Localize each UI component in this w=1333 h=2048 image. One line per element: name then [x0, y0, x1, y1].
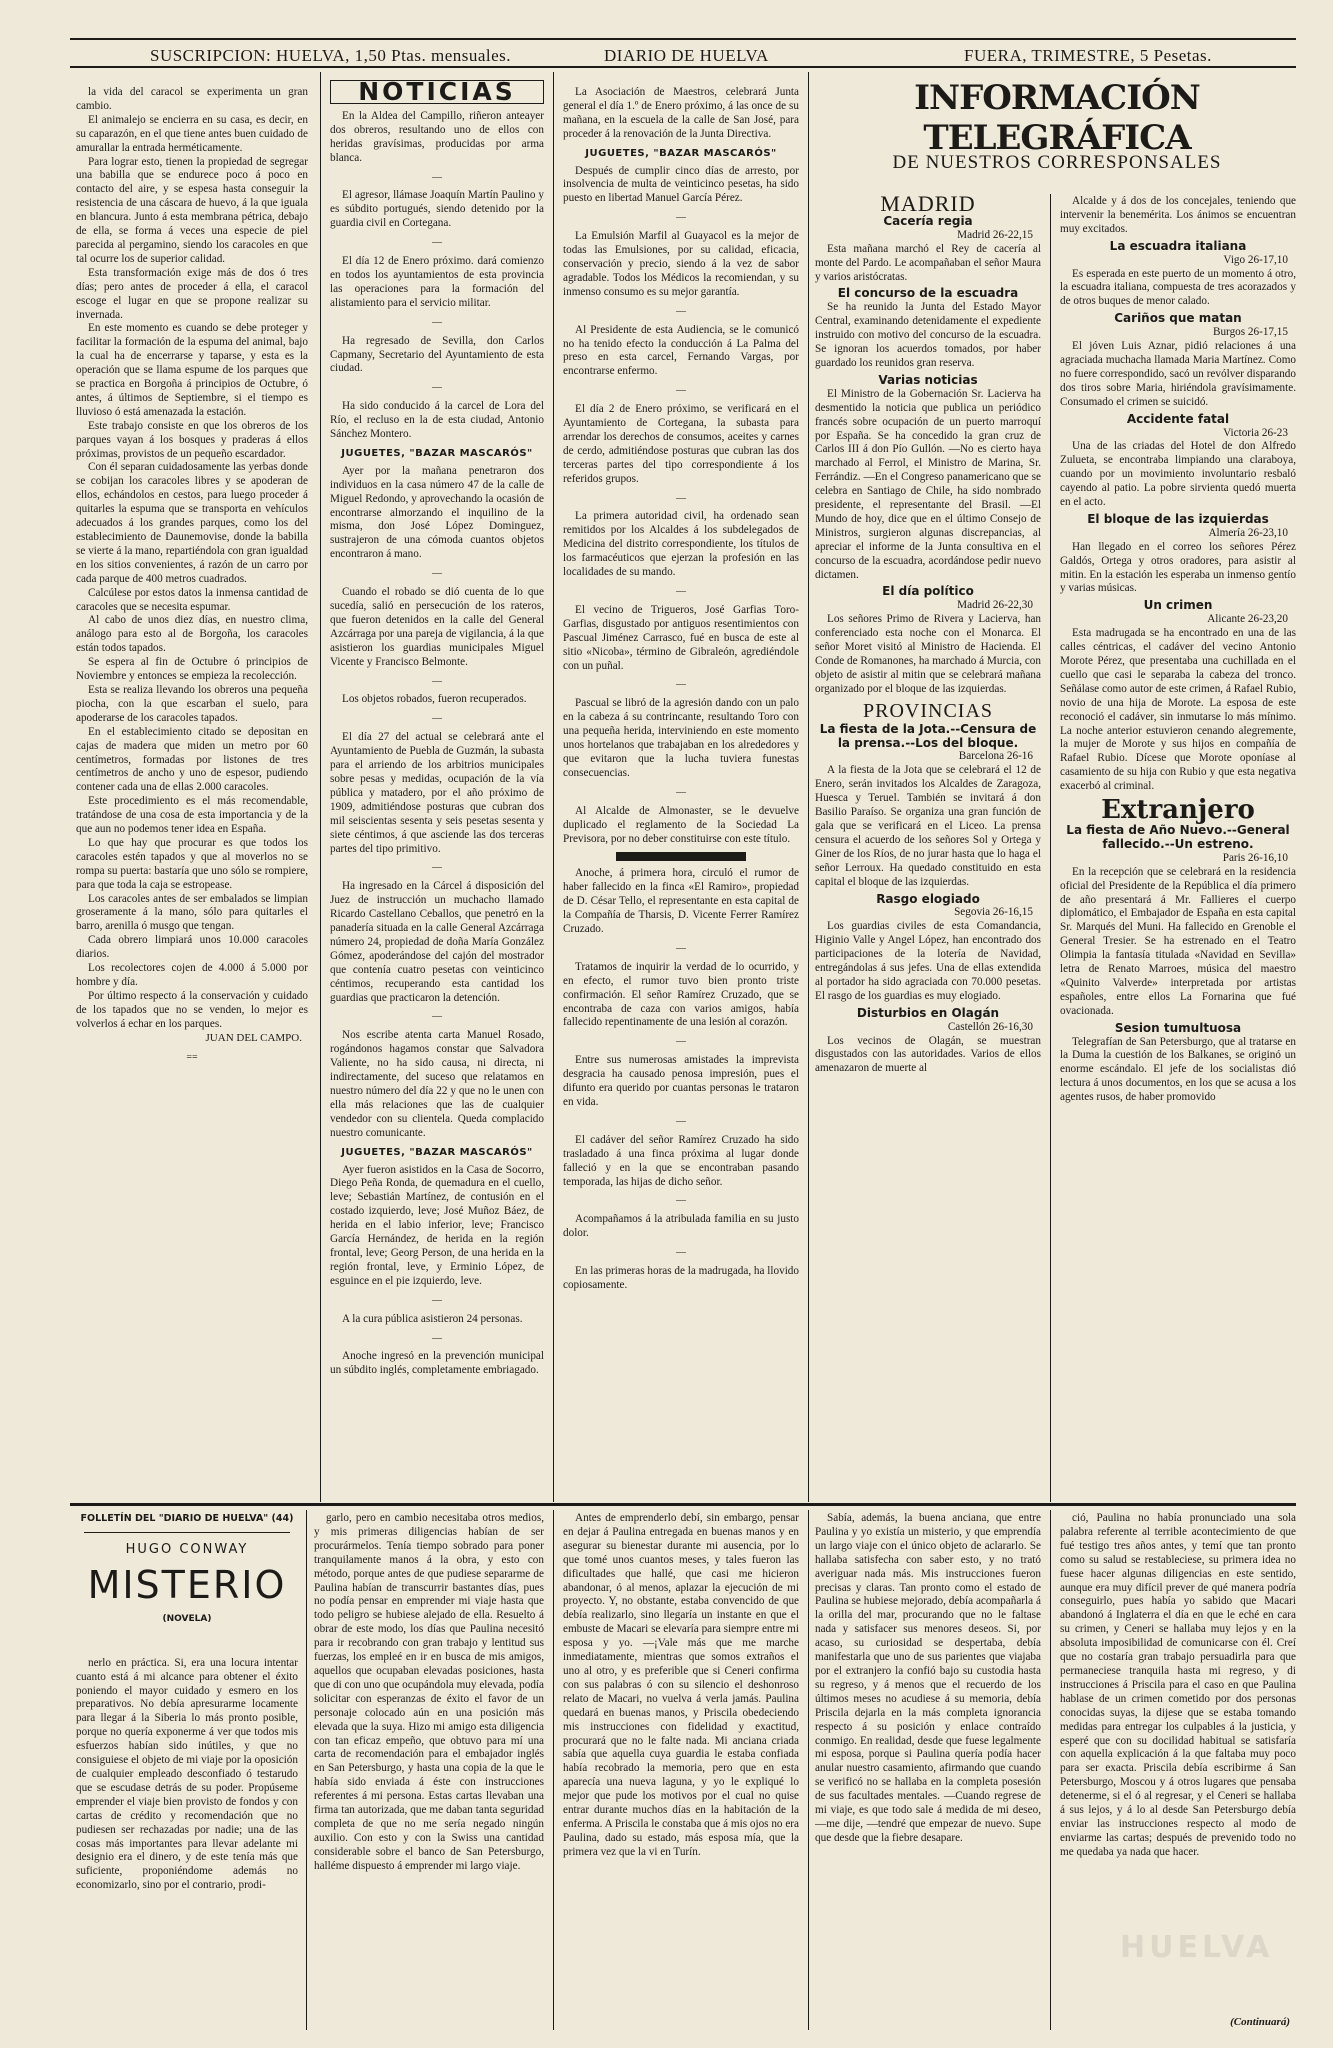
news-paragraph: Ayer por la mañana penetraron dos individuos en la casa número 47 de la calle de Miguel Redondo, y aprovechando la ocasión de encontrarse almorzando el inquilino de la misma, don José López Dominguez, sustrajeron de una cómoda cuantos objetos encontraron á mano. [330, 464, 544, 561]
news-paragraph: Lo que hay que procurar es que todos los caracoles estén tapados y que al moverlos no se rompa su puerta: bastaría que uno sólo se rompiere, para que toda la caja se estropease. [76, 836, 308, 891]
news-paragraph: El vecino de Trigueros, José Garfias Toro-Garfias, disgustado por antiguos resentimientos con Pascual Jiménez Carrasco, fué en busca de este al sitio «Nicoba», término de Gibraleón, agrediéndole con un puñal. [563, 603, 799, 672]
noticias-items-a [330, 110, 544, 442]
news-paragraph: Anoche, á primera hora, circuló el rumor de haber fallecido en la finca «El Ramiro», propiedad de D. César Tello, el representante en esta capital de la Compañía de Tharsis, D. Vicente Ferrer Ramírez Cruzado. [563, 867, 799, 936]
telegram-dateline: Vigo 26-17,10 [1223, 253, 1288, 266]
ad-kicker-bazar: JUGUETES, "BAZAR MASCARÓS" [341, 447, 533, 459]
item-separator: — [676, 305, 686, 317]
news-paragraph: Ha regresado de Sevilla, don Carlos Capmany, Secretario del Ayuntamiento de esta ciudad. [330, 334, 544, 375]
folletin-column-2 [314, 1512, 544, 2032]
telegram-headline: Sesion tumultuosa [1114, 1020, 1242, 1035]
news-paragraph: En las primeras horas de la madrugada, ha llovido copiosamente. [563, 1265, 799, 1291]
folletin-column-3 [563, 1512, 799, 2032]
telegram-body: El jóven Luis Aznar, pidió relaciones á una agraciada muchacha llamada Maria Martínez. Como no fuere correspondido, sacó un revólver disparando dos tiros sobre Maria, hiriéndola gravísimamente. Consumado el crimen se suicidó. [1060, 340, 1296, 408]
telegram-dateline: Alicante 26-23,20 [1207, 613, 1288, 626]
article-caracoles [76, 86, 308, 1032]
newspaper-name: DIARIO DE HUELVA [604, 46, 769, 65]
column-divider [1050, 194, 1051, 1502]
folletin-text: ció, Paulina no había pronunciado una sola palabra referente al terrible acontecimiento de que fué testigo tres años antes, y temí que tan pronto como su salud se restableciese, su primera idea no fuese hacer algunas diligencias en este sentido, aunque era muy difícil prever de qué manera podría conseguirlo, pues había yo sabido que Macari abandonó á Inglaterra el día en que le eché en cara su crimen, y Ceneri se hallaba muy lejos y en la absoluta imposibilidad de comunicarse con él. Creí que no costaría gran trabajo persuadirla para que permaneciese tranquila hasta mi regreso, y di instrucciones á Priscila para el caso en que Paulina hablase de un crimen cometido por dos personas conocidas suyas, la dijese que se estaba tomando medidas para entregar los culpables á la justicia, y esperé que con su docilidad habitual se satisfaría con aquella explicación á la que faltaba muy poco para ser exacta. Priscila debía escribirme á San Petersburgo, Moscou y á otros lugares que pensaba detenerme, si el ó al regresar, y el Ceneri se hallaba á sus lejos, y á lo al desde San Petersburgo debía enviar las instrucciones respecto al modo de enviarme las cartas; después de prevenido todo no me quedaba ya nada que hacer. [1060, 1512, 1296, 1858]
ad-kicker-bazar: JUGUETES, "BAZAR MASCARÓS" [585, 147, 777, 159]
black-bar [616, 852, 746, 861]
news-paragraph: La Emulsión Marfil al Guayacol es la mejor de todas las Emulsiones, por su calidad, eficacia, conservación y precio, siendo á la vez de sabor agradable. Todos los Médicos la recomiendan, y su inmenso consumo es su mejor garantía. [563, 230, 799, 298]
folletin-rule [70, 1503, 1296, 1506]
masthead-strip [74, 44, 1296, 68]
news-paragraph: El agresor, llámase Joaquín Martín Paulino y es súbdito portugués, siendo detenido por la guardia civil en Cortegana. [330, 189, 544, 230]
outside-subscription-text: FUERA, TRIMESTRE, 5 Pesetas. [964, 46, 1212, 65]
folletin-text: nerlo en práctica. Si, era una locura intentar cuanto está á mi alcance para obtener el éxito poniendo el mayor cuidado y esmero en los preparativos. No debía apresurarme locamente para llegar á la Siberia lo más pronto posible, porque no quería exponerme á ver que todos mis esfuerzos habían sido inútiles, y que no consiguiese el objeto de mi viaje por la oposición de cualquier empleado desconfiado ó testarudo que se escudase detrás de su poder. Propúseme emprender el viaje bien provisto de fondos y con cartas de crédito y recomendación que no pudiesen ser rechazadas por nadie; una de las cosas más importantes para llevar adelante mi designio era el dinero, y de este tenía más que suficiente, proponiéndome además no economizarlo, sino por el contrario, prodi- [76, 1656, 298, 1892]
folletin-header: FOLLETÍN DEL "DIARIO DE HUELVA" (44) [80, 1513, 294, 1524]
item-separator: — [676, 786, 686, 798]
telegram-headline: Un crimen [1143, 598, 1213, 613]
news-paragraph: Cada obrero limpiará unos 10.000 caracoles diarios. [76, 934, 308, 961]
folletin-text: garlo, pero en cambio necesitaba otros medios, y mis primeras diligencias habían de ser procurármelos. Tenía tiempo sobrado para poner tranquilamente manos á la obra, y esto con método, porque antes de que pudiese separarme de Paulina habían de transcurrir bastantes días, pues no podía pensar en emprender mi viaje hasta que todo peligro se hubiese alejado de ella. Resuelto á obrar de este modo, los días que Paulina necesitó para ir recobrando con gran trabajo y lentitud sus fuerzas, los empleé en ir en busca de mis amigos, aquellos que ocupaban elevadas posiciones, hasta que di con uno que ocupándola muy elevada, podía solicitar con esperanzas de éxito el favor de un personaje colocado aún en una posición más elevada que la suya. Hizo mi amigo esta diligencia con tan eficaz empeño, que obtuvo para mí una carta de recomendación para el embajador inglés en San Petersburgo, y hasta una copia de la que le había sido enviada á éste con instrucciones referentes á mi persona. Estas cartas llevaban una firma tan autorizada, que me daban tanta seguridad completa de que no me sería negado ningún auxilio. Con esto y con la Swiss una cantidad considerable sobre el banco de San Petersburgo, halléme dispuesto á emprender mi largo viaje. [314, 1512, 544, 1872]
item-separator: — [432, 713, 442, 725]
news-paragraph: Se espera al fin de Octubre ó principios de Noviembre y entonces se empieza la recolección. [76, 656, 308, 683]
noticias-items-c [330, 1164, 544, 1379]
telegram-body: Los señores Primo de Rivera y Lacierva, han conferenciado esta noche con el Monarca. El señor Moret visitó al Ministro de Hacienda. El Conde de Romanones, ha marchado á Murcia, con objeto de asistir al mitin que se celebrará mañana organizado por el bloque de las izquierdas. [815, 613, 1041, 695]
telegram-body: Alcalde y á dos de los concejales, teniendo que intervenir la benemérita. Los ánimos se encuentran muy excitados. [1060, 195, 1296, 235]
item-separator: — [432, 237, 442, 249]
column-divider [320, 72, 321, 1502]
item-separator: — [432, 1011, 442, 1023]
item-separator: — [676, 385, 686, 397]
telegram-dateline: Madrid 26-22,30 [957, 599, 1033, 612]
item-separator: — [432, 675, 442, 687]
news-paragraph: Ayer fueron asistidos en la Casa de Socorro, Diego Peña Ronda, de quemadura en el cuello, leve; Sebastián Martínez, de contusión en el costado izquierdo, leve; José Muñoz Báez, de herida en el labio inferior, leve; Francisco García Hernández, de herida en la región frontal, leve; Georg Person, de una herida en la región frontal, leve, y Erminio López, de esguince en el pie izquierdo, leve. [330, 1163, 544, 1287]
provincias-telegrams-cont [1060, 195, 1296, 794]
novel-title: MISTERIO [87, 1562, 287, 1607]
telegram-headline: Cacería regia [883, 213, 973, 228]
folletin-column-4 [815, 1512, 1041, 2032]
madrid-heading: MADRID [880, 195, 976, 216]
news-paragraph: El día 27 del actual se celebrará ante el Ayuntamiento de Puebla de Guzmán, la subasta para el arriendo de los arbitrios municipales sobre pesas y medidas, ocupación de la vía pública y matadero, por el año próximo de 1909, admitiéndose posturas que cubran dos mil seiscientas sesenta y seis pesetas sesenta y siete céntimos, á que asciende las dos terceras partes del tipo primitivo. [330, 731, 544, 855]
news-paragraph: Para lograr esto, tienen la propiedad de segregar una babilla que se endurece poco á poco en contacto del aire, y se espesa hasta conseguir la resistencia de una cáscara de huevo, á la que iguala en blancura. Junto á esta membrana pétrica, debajo de ella, se forma á veces una especie de piel parecida al pergamino, siendo los caracoles en que tal ocurre los de superior calidad. [76, 155, 308, 265]
telegrafica-heading: INFORMACIÓN TELEGRÁFICA [914, 78, 1200, 158]
extranjero-heading: Extranjero [1101, 795, 1255, 826]
telegram-body: En la recepción que se celebrará en la residencia oficial del Presidente de la República el día primero de año presentará á Mr. Fallieres el cuerpo diplomático, el Embajador de España en esta capital Sr. Marqués del Muni. Ha fallecido en Grenoble el General Tresier. Se ha estrenado en el Teatro Olimpia la fantasía titulada «Navidad en Sevilla» letra de Renato Marroes, música del maestro «Quinito Valverde» interpretada por artistas españoles, entre ellos La Fornarina que fué ovacionada. [1060, 865, 1296, 1017]
news-paragraph: Con él separan cuidadosamente las yerbas donde se cobijan los caracoles libres y se apoderan de ellos, echándolos en cestos, para luego proceder á quitarles la espuma que se transporta en vehículos adecuados á los grandes parques, como los del establecimiento de Daunemovise, donde la babilla se vierte á la mano, repartiéndola con gran igualdad en los sitios convenientes, á razón de un carro por cada parque de 400 metros cuadrados. [76, 461, 308, 585]
telegram-headline: Varias noticias [878, 372, 978, 387]
column-divider [553, 1510, 554, 2030]
news-paragraph: Los caracoles antes de ser embalados se limpian groseramente á la mano, sólo para quitarles el barro, arenilla ó musgo que tengan. [76, 892, 308, 933]
telegram-dateline: Castellón 26-16,30 [947, 1020, 1033, 1033]
provincias-telegrams [815, 723, 1041, 1077]
news-paragraph: Los recolectores cojen de 4.000 á 5.000 por hombre y día. [76, 962, 308, 988]
item-separator: — [432, 171, 442, 183]
noticias-heading: NOTICIAS [330, 80, 544, 104]
telegram-headline: Disturbios en Olagán [856, 1005, 1000, 1020]
telegram-body: A la fiesta de la Jota que se celebrará el 12 de Enero, serán invitados los Alcaldes de Zaragoza, Huesca y Teruel. También se invitará á don Basilio Paraíso. Se organiza una gran función de gala que se verificará en el Liceo. La prensa censura el acuerdo de los señores Sol y Ortega y Giner de los Ríos, de no jurar hasta que lo haga el señor Lerroux. Ha quedado constituido en esta capital el bloque de las izquierdas. [815, 764, 1041, 888]
column-local-news [563, 86, 799, 1504]
telegram-headline: El día político [882, 584, 974, 599]
news-paragraph: Los objetos robados, fueron recuperados. [342, 693, 527, 706]
top-rule [70, 38, 1296, 40]
news-paragraph: Esta transformación exige más de dos ó tres días; pero antes de proceder á ella, el caracol escoge el lugar en que se propone realizar su invernada. [76, 266, 308, 321]
telegram-dateline: Madrid 26-22,15 [957, 228, 1033, 241]
item-separator: — [432, 862, 442, 874]
item-separator: — [676, 1036, 686, 1048]
telegram-body: Los vecinos de Olagán, se muestran disgustados con las autoridades. Varios de ellos amenazaron de muerte al [815, 1034, 1041, 1075]
noticias-items-b [330, 465, 544, 1141]
telegram-body: Esta madrugada se ha encontrado en una de las calles céntricas, el cadáver del vecino Antonio Morote Pérez, que presentaba una cuchillada en el cuello que casi le separaba la cabeza del tronco. Señálase como autor de este crimen, á Rafael Rubio, novio de una hija de Morote. La esposa de este reconoció el cadáver, sin inmutarse lo más mínimo. La noche anterior estuvieron cenando alegremente, la mujer de Morote y sus hijos en compañía de Rafael Rubio. Dícese que Morote oponíase al casamiento de su hija con Rubio y que esta negativa exacerbó al criminal. [1060, 627, 1296, 793]
item-separator: — [432, 1332, 442, 1344]
subscription-text: SUSCRIPCION: HUELVA, 1,50 Ptas. mensuales. [150, 46, 512, 65]
novel-genre: (NOVELA) [162, 1613, 212, 1624]
news-paragraph: Al Alcalde de Almonaster, se le devuelve duplicado el reglamento de la Sociedad La Previsora, por no deber constituirse con este título. [563, 804, 799, 845]
telegram-headline: El bloque de las izquierdas [1087, 511, 1269, 526]
news-paragraph: Cuando el robado se dió cuenta de lo que sucedía, salió en persecución de los rateros, que fueron detenidos en la calle del General Azcárraga por una pareja de vigilancia, á la que asistieron los guardias municipales Miguel Vicente y Francisco Belmonte. [330, 586, 544, 668]
local-news-b [563, 165, 799, 847]
item-separator: — [676, 1115, 686, 1127]
item-separator: — [676, 679, 686, 691]
column-divider [808, 72, 809, 1502]
extranjero-telegrams [1060, 824, 1296, 1105]
ad-kicker-bazar: JUGUETES, "BAZAR MASCARÓS" [341, 1146, 533, 1158]
column-divider [553, 72, 554, 1502]
news-paragraph: La Asociación de Maestros, celebrará Junta general el día 1.º de Enero próximo, á las once de su mañana, en la escuela de la calle de San José, para proceder á la renovación de la Junta Directiva. [563, 86, 799, 140]
news-paragraph: El cadáver del señor Ramírez Cruzado ha sido trasladado á una finca próxima al lugar donde falleció y en la que se encontraban pasando temporada, las hijas de dicho señor. [563, 1133, 799, 1188]
telegram-body: Una de las criadas del Hotel de don Alfredo Zulueta, se encontraba limpiando una claraboya, cuando por un movimiento involuntario resbaló cayendo al patio. La pobre sirvienta quedó muerta en el acto. [1060, 440, 1296, 509]
telegram-body: Esta mañana marchó el Rey de cacería al monte del Pardo. Le acompañaban el señor Maura y varios aristócratas. [815, 242, 1041, 283]
item-separator: — [676, 1247, 686, 1259]
madrid-telegrams [815, 215, 1041, 697]
news-paragraph: Pascual se libró de la agresión dando con un palo en la cabeza á su contrincante, resultando Toro con una pequeña herida, interviniendo en este momento unos hortelanos que trabajaban en los alrededores y que evitaron que la lucha tuviera funestas consecuencias. [563, 697, 799, 779]
telegram-dateline: Burgos 26-17,15 [1212, 326, 1288, 339]
watermark-logo: HUELVA [1120, 1930, 1274, 1965]
telegram-headline: Accidente fatal [1126, 411, 1230, 426]
folletin-text: Antes de emprenderlo debí, sin embargo, pensar en dejar á Paulina entregada en buenas manos y en asegurar su bienestar durante mi ausencia, por lo que tomé unos cuantos meses, y tales fueron las dificultades que hallé, que casi me hicieron abandonar, ó al menos, aplazar la ejecución de mi proyecto. Y, no obstante, estaba convencido de que debía realizarlo, sino llegaría un instante en que el embuste de Macari se elevaría para siempre entre mi esposa y yo. —¡Vale más que me marche inmediatamente, mientras que somos extraños el uno al otro, y es preferible que si Ceneri confirma con sus palabras ó con su silencio el deshonroso relato de Macari, no vuelva á verla jamás. Paulina quedará en buenas manos, y Priscila obedeciendo mis instrucciones con fidelidad y exactitud, procurará que no le falte nada. Mi anciana criada sabía que aquella cuya guardia le estaba confiada había recobrado la memoria, pero que en esta aparecía una nueva laguna, y yo le expliqué lo mejor que pude los motivos por el cual no quise entrar durante muchos días en la habitación de la enferma. A Priscila le constaba que á mis ojos no era Paulina, dado su estado, más esposa mía, que la primera vez que la vi en Turín. [563, 1512, 799, 1858]
news-paragraph: A la cura pública asistieron 24 personas. [342, 1312, 523, 1325]
telegram-body: Se ha reunido la Junta del Estado Mayor Central, examinando detenidamente el expediente instruido con motivo del concurso de la escuadra. Se ignoran los acuerdos tomados, por haber guardado los reunidos gran reserva. [815, 301, 1041, 369]
telegram-headline: La fiesta de la Jota.--Censura de la prensa.--Los del bloque. [819, 721, 1037, 750]
news-paragraph: Anoche ingresó en la prevención municipal un súbdito inglés, completamente embriagado. [330, 1350, 544, 1377]
novel-author: HUGO CONWAY [125, 1541, 249, 1557]
local-news-a [563, 86, 799, 142]
news-paragraph: El día 12 de Enero próximo. dará comienzo en todos los ayuntamientos de esta provincia las operaciones para la formación del alistamiento para el servicio militar. [330, 255, 544, 309]
telegram-dateline: Segovia 26-16,15 [954, 906, 1033, 919]
telegram-body: Los guardias civiles de esta Comandancia, Higinio Valle y Angel López, han encontrado dos participaciones de la lotería de Navidad, entregándolas á sus jefes. Una de ellas extendida al portador ha sido agraciada con 70.000 pesetas. El rasgo de los guardias es muy elogiado. [815, 920, 1041, 1002]
news-paragraph: Nos escribe atenta carta Manuel Rosado, rogándonos hagamos constar que Salvadora Valiente, no ha sido causa, ni directa, ni indirectamente, del suceso que relatamos en nuestro número del día 22 y que no le unen con ella más relaciones que las de cualquier vendedor con su clientela. Queda complacido nuestro comunicante. [330, 1029, 544, 1139]
news-paragraph: Al cabo de unos diez días, en nuestro clima, análogo para esto al de Borgoña, los caracoles están todos tapados. [76, 614, 308, 655]
telegram-body: El Ministro de la Gobernación Sr. Lacierva ha desmentido la noticia que publica un periódico francés sobre ocupación de un puerto marroquí por España. Se ha concedido la gran cruz de Carlos III á don Pío Gullón. —No es cierto haya marchado al Ferrol, el Ministro de Marina, Sr. Ferrándiz. —En el Congreso panamericano que se celebra en Santiago de Chile, ha sido nombrado presidente, el representante del Brasil. —El Mundo de hoy, dice que en el último Consejo de Ministros, surgieron algunas discrepancias, al apreciar el informe de la Junta consultiva en el concurso de la escuadra, acordándose pedir nuevo dictamen. [815, 387, 1041, 581]
telegram-headline: Rasgo elogiado [876, 891, 980, 906]
folletin-column-1 [76, 1512, 298, 2032]
telegram-headline: La escuadra italiana [1109, 238, 1247, 253]
news-paragraph: El día 2 de Enero próximo, se verificará en el Ayuntamiento de Cortegana, la subasta para arrendar los derechos de consumos, aceites y carnes de cerdo, admitiéndose posturas que cubran las dos terceras partes del tipo correspondiente á los referidos grupos. [563, 403, 799, 485]
news-paragraph: Esta se realiza llevando los obreros una pequeña piocha, con la que escarban el suelo, para apoderarse de los caracoles tapados. [76, 683, 308, 724]
news-paragraph: Al Presidente de esta Audiencia, se le comunicó no ha tenido efecto la conducción á La Palma del preso en esta carcel, Fernando Vargas, por encontrarse enfermo. [563, 323, 799, 378]
item-separator: — [676, 1195, 686, 1207]
telegram-dateline: Victoria 26-23 [1223, 426, 1288, 439]
continued-label: (Continuará) [1230, 2016, 1290, 2028]
news-paragraph: La primera autoridad civil, ha ordenado sean remitidos por los Alcaldes á los subdelegados de Medicina del distrito correspondiente, los títulos de los farmacéuticos que ejerzan la profesión en las localidades de su mando. [563, 510, 799, 579]
provincias-heading: PROVINCIAS [862, 699, 994, 722]
news-paragraph: El animalejo se encierra en su casa, es decir, en su caparazón, en el que tiene antes buen cuidado de amurallar la entrada herméticamente. [76, 113, 308, 154]
folletin-header-rule [84, 1532, 290, 1533]
telegram-dateline: Barcelona 26-16 [958, 750, 1033, 763]
column-telegrams-2 [1060, 195, 1296, 1503]
item-separator: — [676, 586, 686, 597]
news-paragraph: Acompañamos á la atribulada familia en su justo dolor. [563, 1213, 799, 1240]
telegram-dateline: Almería 26-23,10 [1208, 526, 1288, 539]
column-telegrams-1 [815, 195, 1041, 1503]
column-divider [1050, 1510, 1051, 2030]
news-paragraph: En el establecimiento citado se depositan en cajas de madera que miden un metro por 60 centímetros, formadas por listones de tres centímetros de ancho y uno de espesor, pudiendo contener cada una de ellas 2.000 caracoles. [76, 725, 308, 794]
folletin-text: Sabía, además, la buena anciana, que entre Paulina y yo existía un misterio, y que emprendía un largo viaje con el único objeto de aclararlo. Se hallaba satisfecha con saber esto, y no trató averiguar nada más. Mis instrucciones fueron precisas y claras. Tan pronto como el estado de Paulina se hubiese mejorado, debía acompañarla á la orilla del mar, procurando que no le faltase nada y satisfacer sus menores deseos. Si, por acaso, su curiosidad se despertaba, debía manifestarla que uno de sus parientes que viajaba por el extranjero la confió bajo su custodia hasta su regreso, y á menos que el recuerdo de los últimos meses no acudiese á su memoria, debía Priscila dejarla en la más completa ignorancia respecto á su posición y enlace contraído conmigo. En realidad, desde que fuese legalmente mi esposa, porque si Paulina quería podía hacer anular nuestro casamiento, afirmando que cuando se verificó no se hallaba en la completa posesión de sus facultades mentales. —Cuando regrese de mi viaje, es que todo sale á medida de mi deseo,—me dije, —tendré que empezar de nuevo. Supe que desde que la fiebre desapare. [815, 1512, 1041, 1844]
column-divider [808, 1510, 809, 2030]
telegram-headline: La fiesta de Año Nuevo.--General fallecido.--Un estreno. [1066, 822, 1290, 851]
news-paragraph: En este momento es cuando se debe proteger y facilitar la formación de la espuma del animal, bajo la cual ha de encerrarse y taparse, y esta es la operación que se llama espume de los parques que se practica en Borgoña á principios de Octubre, ó antes, á últimos de Septiembre, si el tiempo es lluvioso ó está amenazada la estación. [76, 322, 308, 418]
item-separator: — [676, 942, 686, 954]
news-paragraph: Ha sido conducido á la carcel de Lora del Río, el recluso en la de esta ciudad, Antonio Sánchez Montero. [330, 400, 544, 441]
end-separator: == [186, 1051, 198, 1063]
column-divider [306, 1510, 307, 2030]
news-paragraph: En la Aldea del Campillo, riñeron anteayer dos obreros, resultando uno de ellos con heridas gravísimas, producidas por arma blanca. [330, 109, 544, 164]
article-signature: JUAN DEL CAMPO. [205, 1031, 302, 1044]
news-paragraph: Entre sus numerosas amistades la imprevista desgracia ha causado penosa impresión, pues el difunto era querido por cuantas personas le trataron en vida. [563, 1054, 799, 1108]
news-paragraph: Este trabajo consiste en que los obreros de los parques vayan á los bosques y praderas á ellos próximas, provistos de un pequeño escardador. [76, 419, 308, 460]
item-separator: — [676, 492, 686, 504]
column-noticias [330, 80, 544, 1504]
column-caracoles [76, 86, 308, 1504]
telegram-dateline: Paris 26-16,10 [1222, 851, 1288, 864]
news-paragraph: Este procedimiento es el más recomendable, tratándose de una cosa de esta importancia y de la que aun no podemos tener idea en España. [76, 795, 308, 836]
local-news-c [563, 867, 799, 1292]
item-separator: — [676, 212, 686, 224]
correspondents-subheading: DE NUESTROS CORRESPONSALES [892, 152, 1222, 173]
item-separator: — [432, 382, 442, 394]
telegram-headline: Cariños que matan [1114, 311, 1242, 326]
news-paragraph: Tratamos de inquirir la verdad de lo ocurrido, y en efecto, el rumor tuvo bien pronto triste confirmación. El señor Ramírez Cruzado, que se encontraba de caza con varios amigos, había fallecido repentinamente de una lesión al corazón. [563, 960, 799, 1029]
news-paragraph: Ha ingresado en la Cárcel á disposición del Juez de instrucción un muchacho llamado Ricardo Castellano Ceballos, que penetró en la panadería situada en la calle General Azcárraga número 24, propiedad de doña María González Gómez, apoderándose del cajón del mostrador que contenía cuatro pesetas con veinticinco céntimos, recuperando esta cantidad los guardias que practicaron la detención. [330, 880, 544, 1004]
news-paragraph: Por último respecto á la conservación y cuidado de los tapados que no se venden, lo mejor es volverlos á echar en los parques. [76, 989, 308, 1030]
news-paragraph: Después de cumplir cinco días de arresto, por insolvencia de multa de veinticinco pesetas, ha sido puesto en libertad Manuel García Pérez. [563, 164, 799, 205]
telegram-body: Es esperada en este puerto de un momento á otro, la escuadra italiana, compuesta de tres acorazados y de otros buques de menor calado. [1060, 267, 1296, 308]
item-separator: — [432, 568, 442, 580]
telegram-body: Telegrafían de San Petersburgo, que al tratarse en la Duma la cuestión de los Balkanes, se originó un enorme escándalo. El jefe de los socialistas dió lectura á unos documentos, en los que se acusa a los agentes rusos, de haber promovido [1060, 1035, 1296, 1104]
news-paragraph: Calcúlese por estos datos la inmensa cantidad de caracoles que se necesita espumar. [76, 586, 308, 613]
item-separator: — [432, 1294, 442, 1306]
telegram-body: Han llegado en el correo los señores Pérez Galdós, Ortega y otros oradores, para asistir al mitin. En la estación les esperaba un inmenso gentío y varias músicas. [1060, 540, 1296, 595]
telegram-headline: El concurso de la escuadra [837, 286, 1019, 301]
news-paragraph: la vida del caracol se experimenta un gran cambio. [76, 86, 308, 112]
item-separator: — [432, 316, 442, 328]
